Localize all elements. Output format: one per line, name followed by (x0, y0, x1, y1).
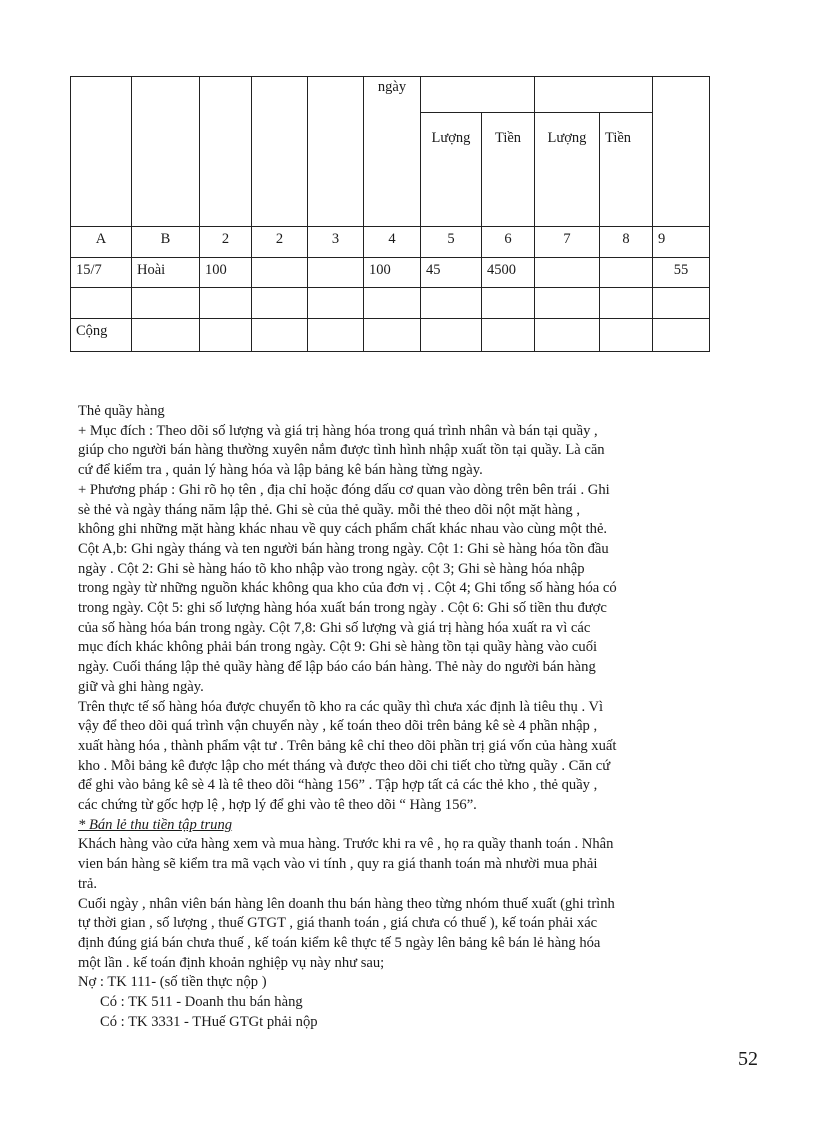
credit-entry: Có : TK 511 - Doanh thu bán hàng (100, 994, 303, 1011)
col-code: 3 (331, 231, 340, 247)
table-cell (653, 288, 709, 296)
text-line: để ghi vào bảng kê sè 4 là tê theo dõi “hàng 156” . Tập hợp tất cả các thẻ kho , thẻ quầy , (78, 777, 598, 794)
text-line: giúp cho người bán hàng thường xuyên nắm được tình hình nhập xuất tồn tại quầy. Là căn (78, 442, 605, 459)
col-code: 6 (504, 231, 512, 247)
text-line: Cuối ngày , nhân viên bán hàng lên doanh thu bán hàng theo từng nhóm thuế xuất (ghi trình (78, 895, 615, 912)
text-line: kho . Mỗi bảng kê được lập cho mét tháng và được theo dõi chi tiết cho từng quầy . Căn cứ (78, 757, 611, 774)
header-cell (132, 77, 200, 227)
col-code: 8 (622, 231, 630, 247)
col-code: A (95, 231, 107, 247)
header-cell (71, 77, 132, 227)
header-cell (252, 77, 308, 227)
text-line: trả. (78, 875, 98, 892)
debit-entry: Nợ : TK 111- (số tiền thực nộp ) (78, 974, 267, 991)
text-line: vien bán hàng sẽ kiểm tra mã vạch vào vi tính , quy ra giá thanh toán mà nhười mua phải (78, 856, 598, 873)
text-line: các chứng từ gốc hợp lệ , hợp lý để ghi vào tê theo dõi “ Hàng 156”. (78, 797, 477, 814)
table-cell (71, 288, 131, 296)
col-code: 4 (388, 231, 396, 247)
text-line: sè thẻ và ngày tháng năm lập thẻ. Ghi sè của thẻ quầy. mỗi thẻ theo dõi nột mặt hàng , (78, 501, 581, 518)
text-line: trong ngày từ những nguồn khác không qua kho của đơn vị . Cột 4; Ghi tổng số hàng hóa có (78, 580, 617, 597)
col-code: 7 (563, 231, 571, 247)
table-cell (600, 258, 652, 266)
text-line: định đúng giá bán chưa thuế , kế toán kiểm kê thực tế 5 ngày lên bảng kê bán lẻ hàng hóa (78, 934, 601, 951)
table-total-row (71, 319, 710, 352)
total-label: Cộng (76, 323, 108, 339)
table-row (71, 288, 710, 319)
table-cell: 100 (205, 262, 227, 278)
table-cell: 15/7 (76, 262, 102, 278)
text-line: cứ để kiểm tra , quản lý hàng hóa và lập bảng kê bán hàng từng ngày. (78, 462, 483, 479)
subheading: * Bán lẻ thu tiền tập trung (78, 816, 233, 833)
table-cell (132, 288, 199, 296)
column-code-row (71, 227, 710, 258)
text-line: không ghi những mặt hàng khác nhau về quy cách phẩm chất khác nhau vào cùng một thẻ. (78, 521, 608, 538)
table-row (71, 258, 710, 288)
table-cell: 100 (369, 262, 391, 278)
text-line: một lần . kế toán định khoản nghiệp vụ này như sau; (78, 954, 385, 971)
header-cell (653, 77, 710, 227)
col-code: 2 (275, 231, 284, 247)
table-cell (482, 319, 534, 327)
text-line: trong ngày. Cột 5: ghi số lượng hàng hóa xuất bán trong ngày . Cột 6: Ghi số tiền thu được (78, 600, 607, 617)
text-line: của số hàng hóa bán trong ngày. Cột 7,8: Ghi số lượng và giá trị hàng hóa xuất ra vì các (78, 619, 591, 636)
table-cell: 45 (426, 262, 441, 278)
col-code: 2 (221, 231, 230, 247)
text-line: mục đích khác không phải bán trong ngày. Cột 9: Ghi sè hàng tồn tại quầy hàng vào cuối (78, 639, 598, 656)
text-line: Khách hàng vào cửa hàng xem và mua hàng. Trước khi ra vê , họ ra quầy thanh toán . Nhân (78, 836, 614, 853)
section-title: Thẻ quầy hàng (78, 403, 165, 419)
header-cell (308, 77, 364, 227)
table-cell (653, 319, 709, 327)
text-line: xuất hàng hóa , thành phẩm vật tư . Trên bảng kê chỉ theo dõi phần trị giá vốn của hàng xuất (78, 737, 617, 754)
text-line: vậy để theo dõi quá trình vận chuyển này , kế toán theo dõi trên bảng kê sè 4 phần nhập , (78, 718, 598, 735)
col-code: B (160, 231, 171, 247)
text-line: + Mục đích : Theo dõi số lượng và giá trị hàng hóa trong quá trình nhân và bán tại quầy , (78, 422, 598, 439)
col-code: 9 (658, 231, 666, 247)
table-cell (252, 288, 307, 296)
text-line: ngày . Cột 2: Ghi sè hàng háo tõ kho nhập vào trong ngày. cột 3; Ghi sè hàng hóa nhập (78, 560, 585, 577)
text-line: tự thời gian , số lượng , thuế GTGT , giá thanh toán , giá chưa có thuế ), kế toán phải xác (78, 915, 598, 932)
table-cell (252, 319, 307, 327)
table-cell (364, 288, 420, 296)
header-group-sold (421, 77, 535, 113)
table-cell (421, 288, 481, 296)
header-cell (200, 77, 252, 227)
table-cell (132, 319, 199, 327)
table-cell (364, 319, 420, 327)
table-cell (252, 258, 307, 266)
header-cell-date: ngày (364, 77, 421, 227)
table-cell (535, 258, 599, 266)
text-line: giữ và ghi hàng ngày. (78, 678, 204, 695)
credit-entry: Có : TK 3331 - THuế GTGt phải nộp (100, 1013, 318, 1030)
table-cell (482, 288, 534, 296)
page-number: 52 (738, 1048, 758, 1070)
table-cell (600, 319, 652, 327)
subheader-amount: Tiền (482, 113, 535, 227)
table-cell (308, 258, 363, 266)
text-line: Cột A,b: Ghi ngày tháng và ten người bán hàng trong ngày. Cột 1: Ghi sè hàng hóa tồn đầu (78, 540, 609, 557)
table-cell: 4500 (487, 262, 516, 278)
table-cell (535, 288, 599, 296)
table-cell (535, 319, 599, 327)
table-cell (600, 288, 652, 296)
table-cell (308, 319, 363, 327)
text-line: ngày. Cuối tháng lập thẻ quầy hàng để lập báo cáo bán hàng. Thẻ này do người bán hàng (78, 659, 596, 676)
header-group-other (535, 77, 653, 113)
body-text (78, 402, 746, 1033)
table-cell (200, 288, 251, 296)
table-cell (421, 319, 481, 327)
table-cell: 55 (673, 262, 689, 278)
subheader-quantity: Lượng (535, 113, 600, 227)
table-cell (308, 288, 363, 296)
text-line: Trên thực tế số hàng hóa được chuyển tõ kho ra các quầy thì chưa xác định là tiêu thụ . Vì (78, 698, 604, 715)
subheader-amount: Tiền (600, 113, 653, 227)
table-cell: Hoài (137, 262, 166, 278)
card-table (70, 76, 710, 352)
text-line: + Phương pháp : Ghi rõ họ tên , địa chỉ hoặc đóng dấu cơ quan vào dòng trên bên trái . Ghi (78, 481, 610, 498)
table-cell (200, 319, 251, 327)
subheader-quantity: Lượng (421, 113, 482, 227)
col-code: 5 (447, 231, 455, 247)
